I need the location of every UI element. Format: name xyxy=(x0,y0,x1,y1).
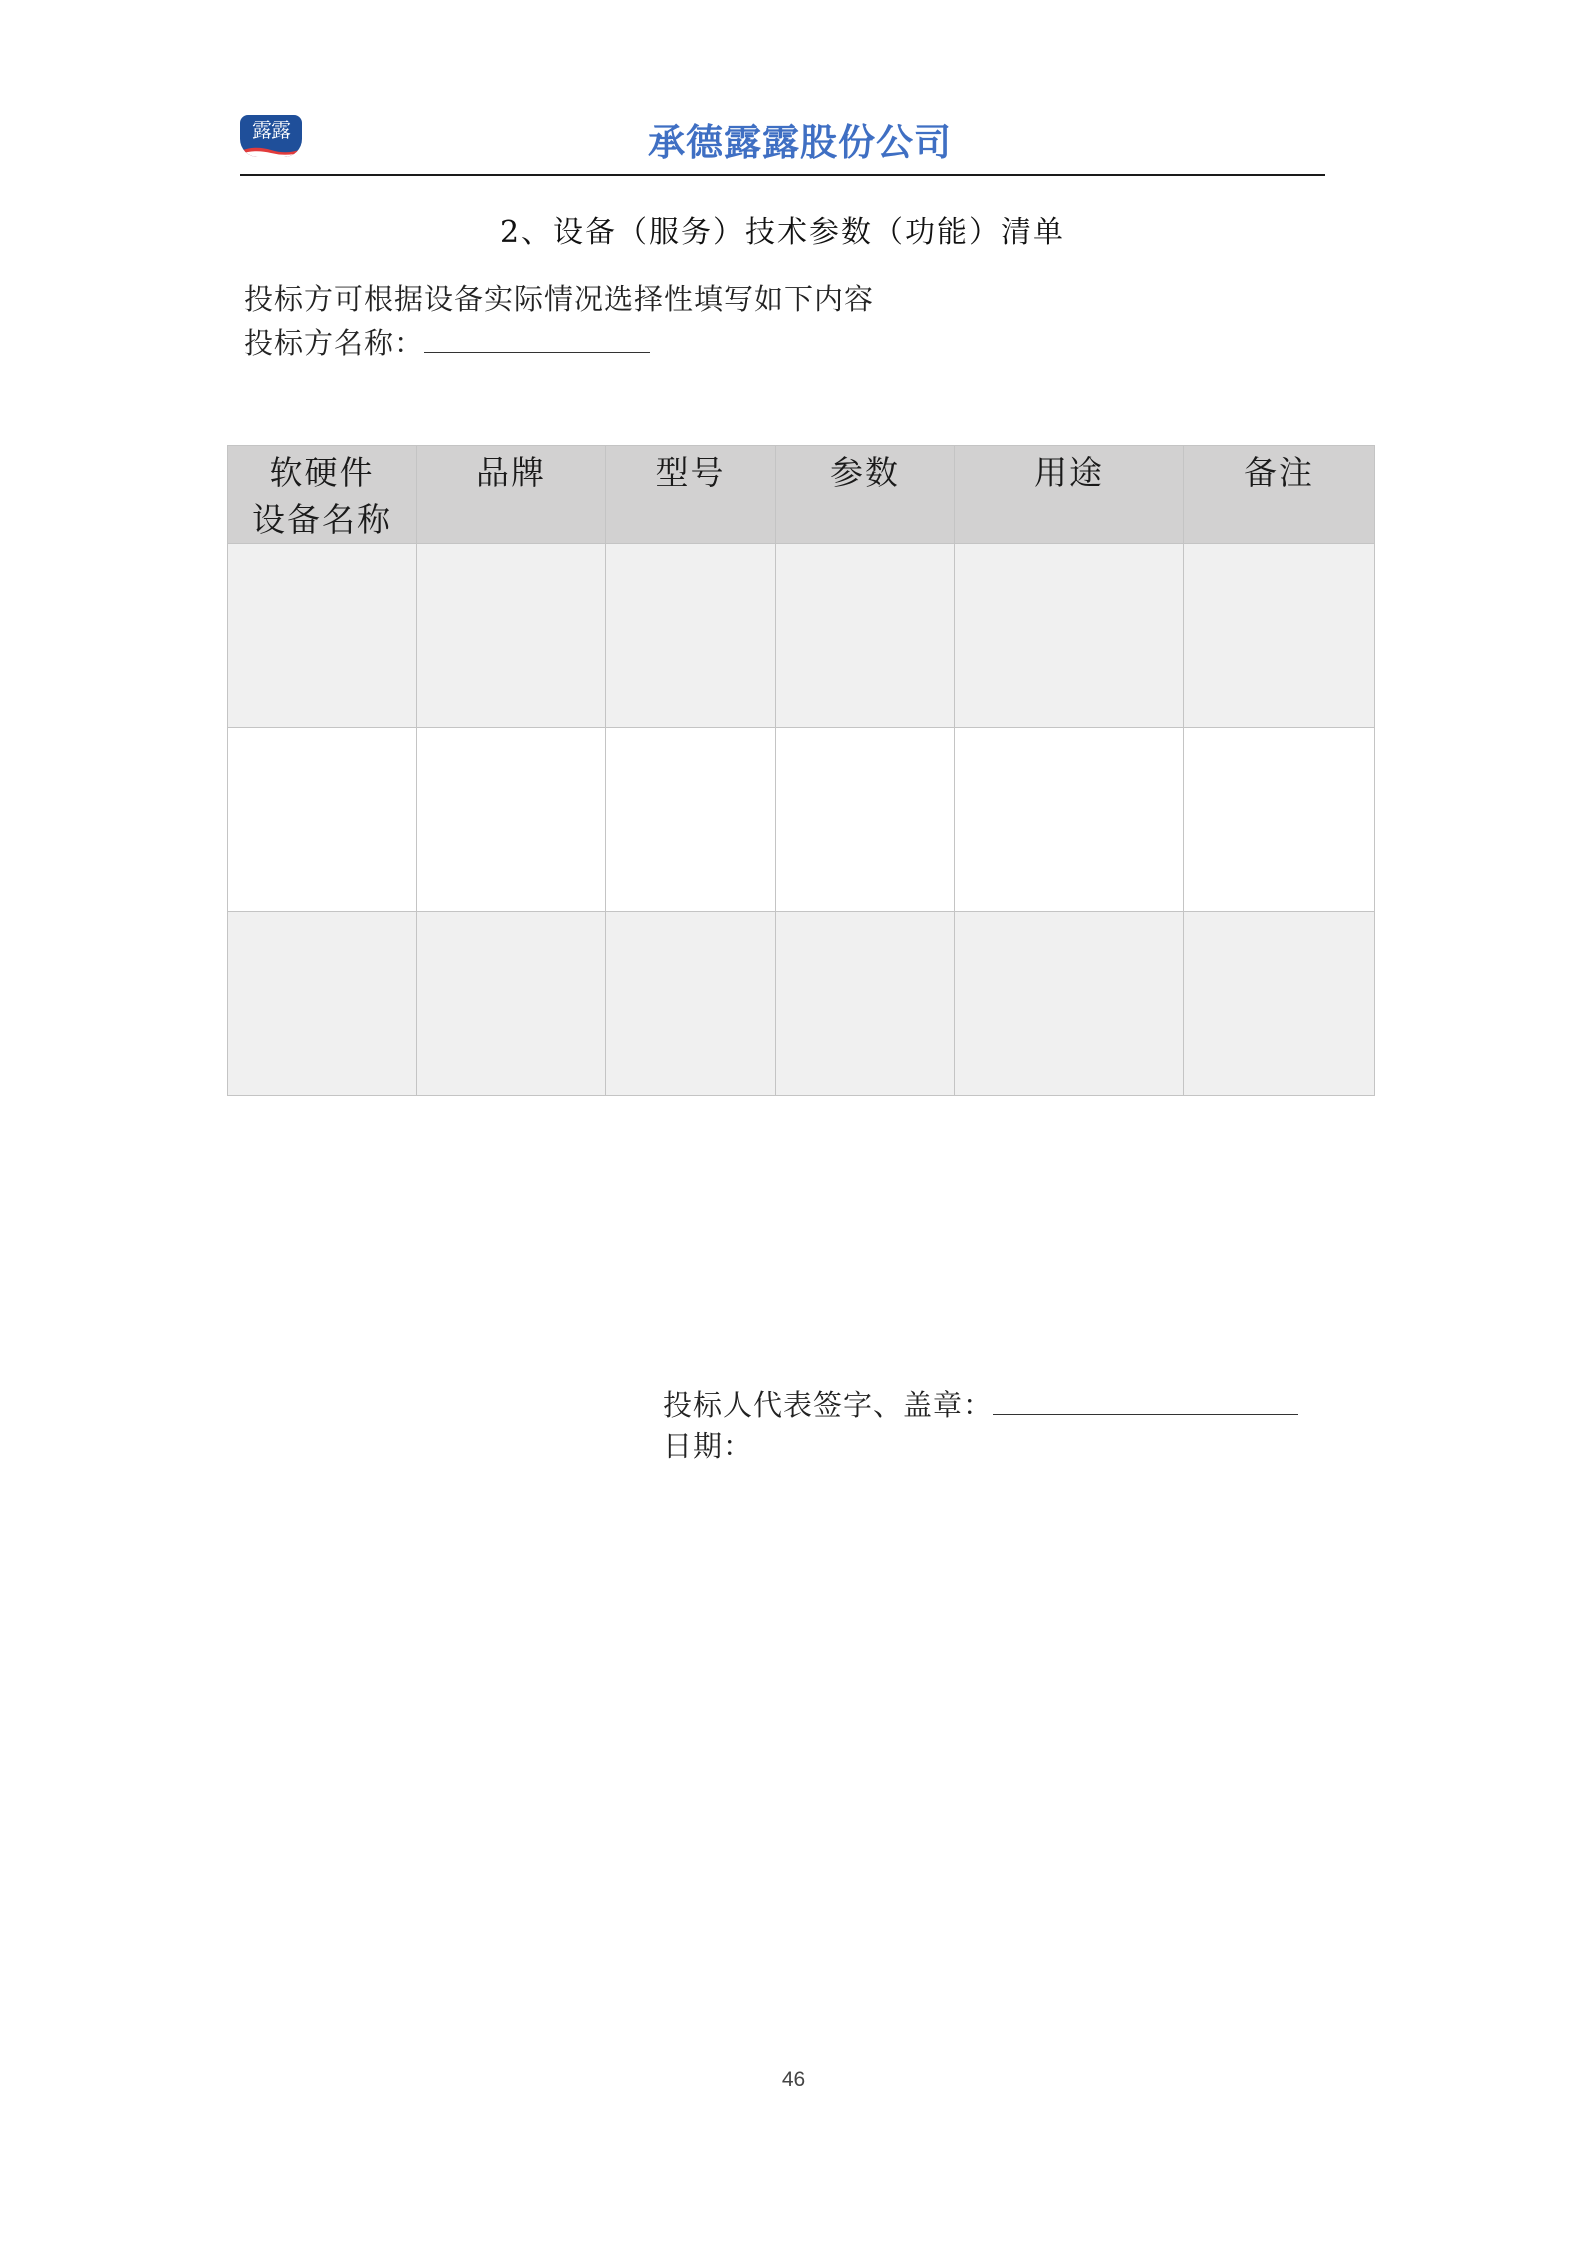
logo-text: 露露 xyxy=(252,118,290,142)
company-name: 承德露露股份公司 xyxy=(648,121,952,164)
table-header-row xyxy=(228,446,1375,544)
table-cell[interactable] xyxy=(417,544,606,728)
table-cell[interactable] xyxy=(417,912,606,1096)
table-cell[interactable] xyxy=(955,544,1184,728)
column-header-usage: 用途 xyxy=(955,446,1184,544)
date-label: 日期： xyxy=(663,1429,754,1463)
bidder-name-label: 投标方名称： xyxy=(244,326,425,360)
signature-block xyxy=(663,1385,1298,1467)
table-cell[interactable] xyxy=(228,544,417,728)
page-number: 46 xyxy=(781,2068,806,2091)
table-cell[interactable] xyxy=(776,728,955,912)
column-header-device-name: 软硬件 设备名称 xyxy=(228,446,417,544)
table-cell[interactable] xyxy=(776,544,955,728)
sign-label: 投标人代表签字、盖章： xyxy=(663,1388,994,1422)
section-title: 2、设备（服务）技术参数（功能）清单 xyxy=(499,215,1066,250)
instruction-text: 投标方可根据设备实际情况选择性填写如下内容 xyxy=(244,282,875,316)
bidder-name-field[interactable] xyxy=(424,330,650,353)
sign-row xyxy=(663,1385,1298,1426)
table-row xyxy=(228,728,1375,912)
table-cell[interactable] xyxy=(1184,544,1375,728)
table-cell[interactable] xyxy=(417,728,606,912)
table-cell[interactable] xyxy=(228,728,417,912)
table-row xyxy=(228,912,1375,1096)
table-cell[interactable] xyxy=(228,912,417,1096)
intro-block xyxy=(244,277,874,365)
column-header-parameters: 参数 xyxy=(776,446,955,544)
spec-table xyxy=(227,445,1375,1096)
table-cell[interactable] xyxy=(1184,912,1375,1096)
table-cell[interactable] xyxy=(606,728,776,912)
header-divider xyxy=(240,174,1325,176)
column-header-brand: 品牌 xyxy=(417,446,606,544)
table-cell[interactable] xyxy=(606,912,776,1096)
date-row xyxy=(663,1426,1298,1467)
table-cell[interactable] xyxy=(776,912,955,1096)
table-row xyxy=(228,544,1375,728)
logo-wave-icon xyxy=(240,145,302,157)
table-cell[interactable] xyxy=(955,728,1184,912)
column-header-model: 型号 xyxy=(606,446,776,544)
table-cell[interactable] xyxy=(955,912,1184,1096)
column-header-remarks: 备注 xyxy=(1184,446,1375,544)
bidder-name-row xyxy=(244,321,874,365)
company-logo xyxy=(240,115,302,157)
signature-field[interactable] xyxy=(993,1392,1298,1415)
table-cell[interactable] xyxy=(606,544,776,728)
table-cell[interactable] xyxy=(1184,728,1375,912)
